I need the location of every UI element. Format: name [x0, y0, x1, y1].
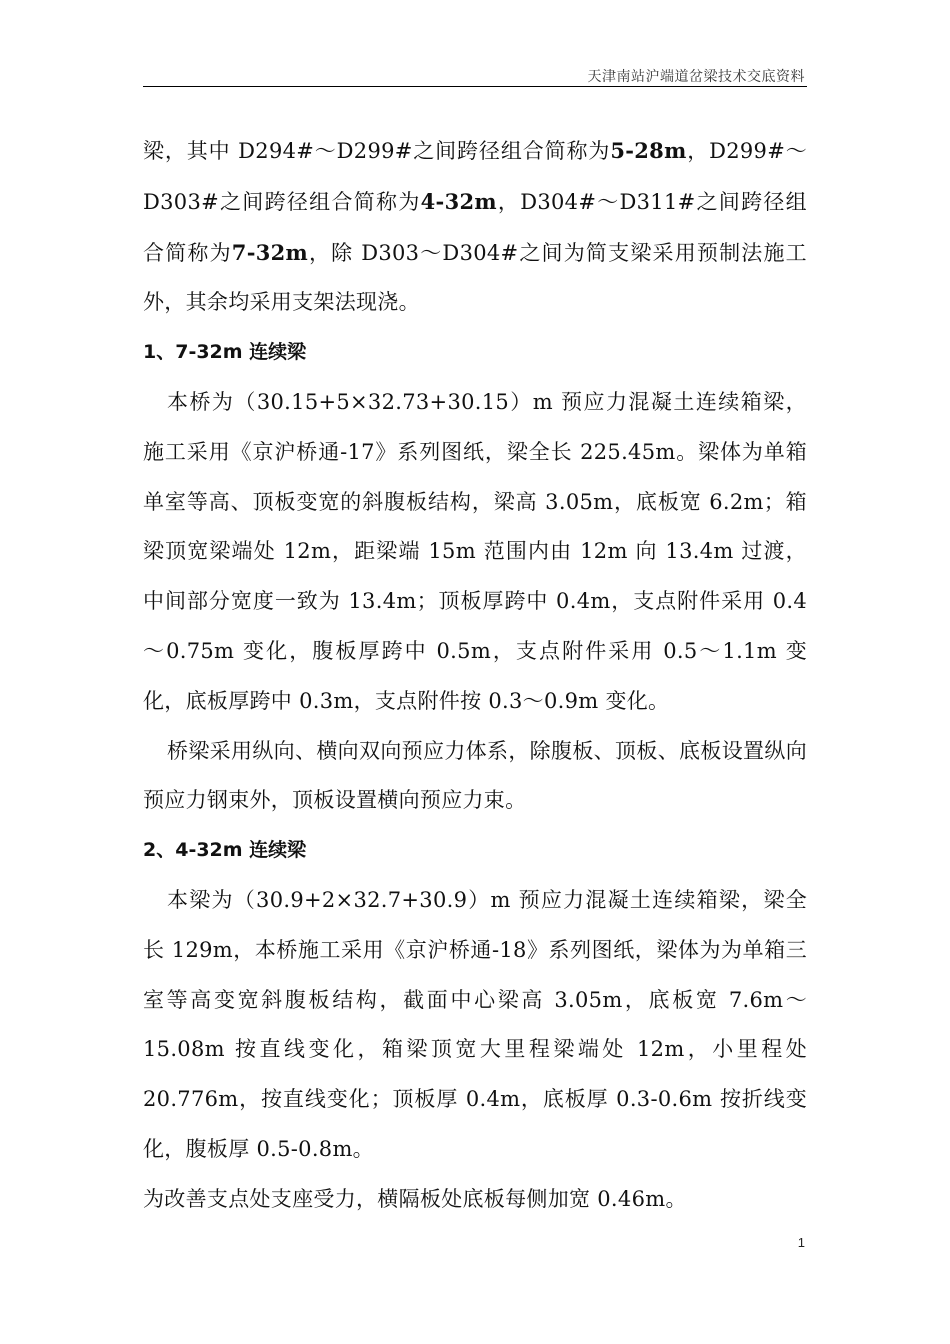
section-2-paragraph-2: 为改善支点处支座受力，横隔板处底板每侧加宽 0.46m。: [143, 1186, 687, 1211]
section-1-paragraph-2: 桥梁采用纵向、横向双向预应力体系，除腹板、顶板、底板设置纵向预应力钢束外，顶板设置横向预应力束。: [143, 738, 807, 813]
intro-text-1: 梁，其中 D294#～D299#之间跨径组合简称为: [143, 139, 611, 163]
span-code-7-32m: 7-32m: [231, 239, 309, 265]
span-code-4-32m: 4-32m: [420, 188, 497, 214]
section-2-paragraph-1: 本梁为（30.9+2×32.7+30.9）m 预应力混凝土连续箱梁，梁全长 129m，本桥施工采用《京沪桥通-18》系列图纸，梁体为为单箱三室等高变宽斜腹板结构，截面中心梁高 3.05m，底板宽 7.6m～15.08m 按直线变化，箱梁顶宽大里程梁端处 12m，小里程处 20.776m，按直线变化；顶板厚 0.4m，底板厚 0.3-0.6m 按折线变化，腹板厚 0.5-0.8m。: [143, 887, 807, 1161]
intro-text-2: ，D299#～D303#之间跨径组合简称为: [143, 139, 807, 214]
span-code-5-28m: 5-28m: [610, 138, 687, 163]
header-rule: [143, 86, 807, 87]
intro-text-3: ，D304#～D311#之间跨径组合简称为: [143, 189, 807, 265]
intro-text-4: ，除 D303～D304#之间为简支梁采用预制法施工外，其余均采用支架法现浇。: [143, 240, 807, 315]
section-1-paragraph-1: 本桥为（30.15+5×32.73+30.15）m 预应力混凝土连续箱梁，施工采用《京沪桥通-17》系列图纸，梁全长 225.45m。梁体为单箱单室等高、顶板变宽的斜腹板结构，梁高 3.05m，底板宽 6.2m；箱梁顶宽梁端处 12m，距梁端 15m 范围内由 12m 向 13.4m 过渡，中间部分宽度一致为 13.4m；顶板厚跨中 0.4m，支点附件采用 0.4～0.75m 变化，腹板厚跨中 0.5m，支点附件采用 0.5～1.1m 变化，底板厚跨中 0.3m，支点附件按 0.3～0.9m 变化。: [143, 389, 807, 713]
section-2-heading: 2、4-32m 连续梁: [143, 839, 307, 862]
document-body: [143, 126, 807, 1225]
section-1-heading: 1、7-32m 连续梁: [143, 341, 307, 364]
running-header: 天津南站沪端道岔梁技术交底资料: [587, 69, 805, 85]
page-number: 1: [797, 1235, 805, 1250]
intro-paragraph: [143, 126, 807, 328]
